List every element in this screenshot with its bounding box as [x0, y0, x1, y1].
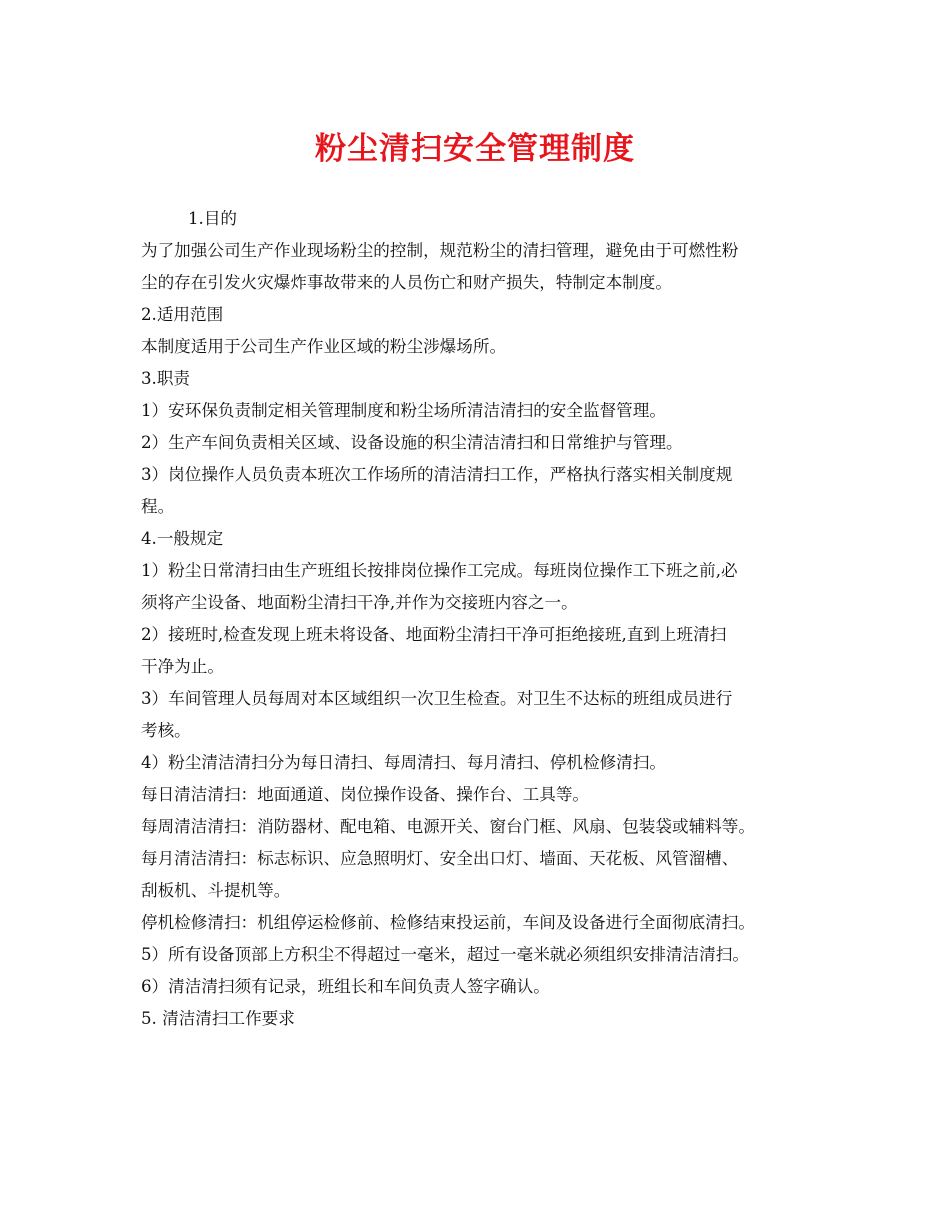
paragraph-line: 为了加强公司生产作业现场粉尘的控制，规范粉尘的清扫管理，避免由于可燃性粉	[141, 241, 739, 260]
section-heading-cleaning-requirements: 5. 清洁清扫工作要求	[141, 1009, 295, 1028]
paragraph-line: 1）粉尘日常清扫由生产班组长按排岗位操作工完成。每班岗位操作工下班之前,必	[141, 561, 738, 580]
section-heading-general-rules: 4.一般规定	[141, 529, 224, 548]
paragraph-line: 干净为止。	[141, 657, 224, 676]
paragraph-line: 本制度适用于公司生产作业区域的粉尘涉爆场所。	[141, 337, 507, 356]
paragraph-line: 2）生产车间负责相关区域、设备设施的积尘清洁清扫和日常维护与管理。	[141, 433, 683, 452]
paragraph-line: 停机检修清扫：机组停运检修前、检修结束投运前，车间及设备进行全面彻底清扫。	[141, 913, 755, 932]
paragraph-line: 3）岗位操作人员负责本班次工作场所的清洁清扫工作，严格执行落实相关制度规	[141, 465, 733, 484]
section-heading-scope: 2.适用范围	[141, 305, 224, 324]
paragraph-line: 须将产尘设备、地面粉尘清扫干净,并作为交接班内容之一。	[141, 593, 578, 612]
paragraph-line: 程。	[141, 497, 175, 516]
paragraph-line: 每日清洁清扫：地面通道、岗位操作设备、操作台、工具等。	[141, 785, 590, 804]
document-title: 粉尘清扫安全管理制度	[315, 131, 635, 167]
document-body	[141, 203, 841, 1035]
section-heading-duties: 3.职责	[141, 369, 191, 388]
paragraph-line: 5）所有设备顶部上方积尘不得超过一毫米，超过一毫米就必须组织安排清洁清扫。	[141, 945, 749, 964]
paragraph-line: 每月清洁清扫：标志标识、应急照明灯、安全出口灯、墙面、天花板、风管溜槽、	[141, 849, 739, 868]
paragraph-line: 1）安环保负责制定相关管理制度和粉尘场所清洁清扫的安全监督管理。	[141, 401, 666, 420]
paragraph-line: 刮板机、斗提机等。	[141, 881, 291, 900]
paragraph-line: 4）粉尘清洁清扫分为每日清扫、每周清扫、每月清扫、停机检修清扫。	[141, 753, 666, 772]
paragraph-line: 2）接班时,检查发现上班未将设备、地面粉尘清扫干净可拒绝接班,直到上班清扫	[141, 625, 727, 644]
paragraph-line: 考核。	[141, 721, 191, 740]
paragraph-line: 6）清洁清扫须有记录，班组长和车间负责人签字确认。	[141, 977, 550, 996]
paragraph-line: 尘的存在引发火灾爆炸事故带来的人员伤亡和财产损失，特制定本制度。	[141, 273, 672, 292]
paragraph-line: 每周清洁清扫：消防器材、配电箱、电源开关、窗台门框、风扇、包装袋或辅料等。	[141, 817, 755, 836]
section-heading-purpose: 1.目的	[188, 209, 238, 228]
paragraph-line: 3）车间管理人员每周对本区域组织一次卫生检查。对卫生不达标的班组成员进行	[141, 689, 733, 708]
